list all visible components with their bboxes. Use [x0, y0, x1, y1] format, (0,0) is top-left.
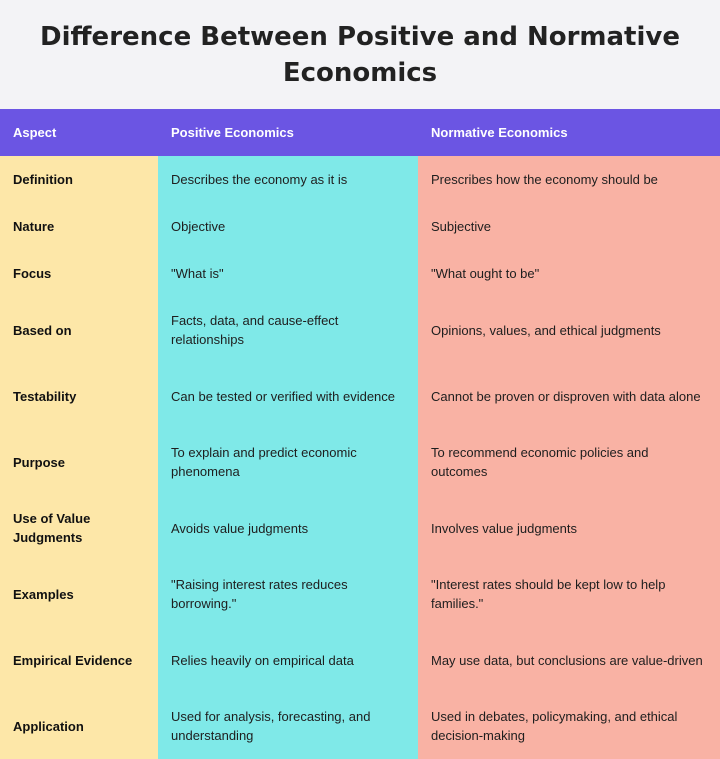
positive-cell: Facts, data, and cause-effect relationships — [158, 297, 418, 363]
aspect-cell: Empirical Evidence — [0, 627, 158, 693]
table-row — [0, 156, 720, 203]
normative-cell: Opinions, values, and ethical judgments — [418, 297, 720, 363]
positive-cell: Used for analysis, forecasting, and understanding — [158, 693, 418, 759]
normative-cell: "Interest rates should be kept low to help families." — [418, 561, 720, 627]
table-row — [0, 363, 720, 429]
aspect-cell: Purpose — [0, 429, 158, 495]
table-row — [0, 429, 720, 495]
table-row — [0, 627, 720, 693]
positive-cell: To explain and predict economic phenomena — [158, 429, 418, 495]
normative-cell: To recommend economic policies and outcomes — [418, 429, 720, 495]
aspect-cell: Focus — [0, 250, 158, 297]
aspect-cell: Testability — [0, 363, 158, 429]
normative-cell: Prescribes how the economy should be — [418, 156, 720, 203]
aspect-cell: Definition — [0, 156, 158, 203]
header-aspect: Aspect — [0, 109, 158, 156]
positive-cell: Avoids value judgments — [158, 495, 418, 561]
normative-cell: Used in debates, policymaking, and ethical decision-making — [418, 693, 720, 759]
header-positive-economics: Positive Economics — [158, 109, 418, 156]
normative-cell: Subjective — [418, 203, 720, 250]
normative-cell: "What ought to be" — [418, 250, 720, 297]
positive-cell: Relies heavily on empirical data — [158, 627, 418, 693]
table-row — [0, 250, 720, 297]
table-body — [0, 156, 720, 759]
comparison-table — [0, 109, 720, 759]
table-row — [0, 561, 720, 627]
aspect-cell: Nature — [0, 203, 158, 250]
title-area — [0, 0, 720, 109]
normative-cell: May use data, but conclusions are value-driven — [418, 627, 720, 693]
aspect-cell: Based on — [0, 297, 158, 363]
table-row — [0, 203, 720, 250]
table-row — [0, 693, 720, 759]
header-row — [0, 109, 720, 156]
header-normative-economics: Normative Economics — [418, 109, 720, 156]
table-row — [0, 495, 720, 561]
normative-cell: Involves value judgments — [418, 495, 720, 561]
aspect-cell: Examples — [0, 561, 158, 627]
positive-cell: Objective — [158, 203, 418, 250]
table-row — [0, 297, 720, 363]
aspect-cell: Use of Value Judgments — [0, 495, 158, 561]
positive-cell: Describes the economy as it is — [158, 156, 418, 203]
positive-cell: "Raising interest rates reduces borrowing." — [158, 561, 418, 627]
aspect-cell: Application — [0, 693, 158, 759]
positive-cell: Can be tested or verified with evidence — [158, 363, 418, 429]
page-title: Difference Between Positive and Normative Economics — [40, 21, 680, 88]
normative-cell: Cannot be proven or disproven with data alone — [418, 363, 720, 429]
positive-cell: "What is" — [158, 250, 418, 297]
table-header — [0, 109, 720, 156]
